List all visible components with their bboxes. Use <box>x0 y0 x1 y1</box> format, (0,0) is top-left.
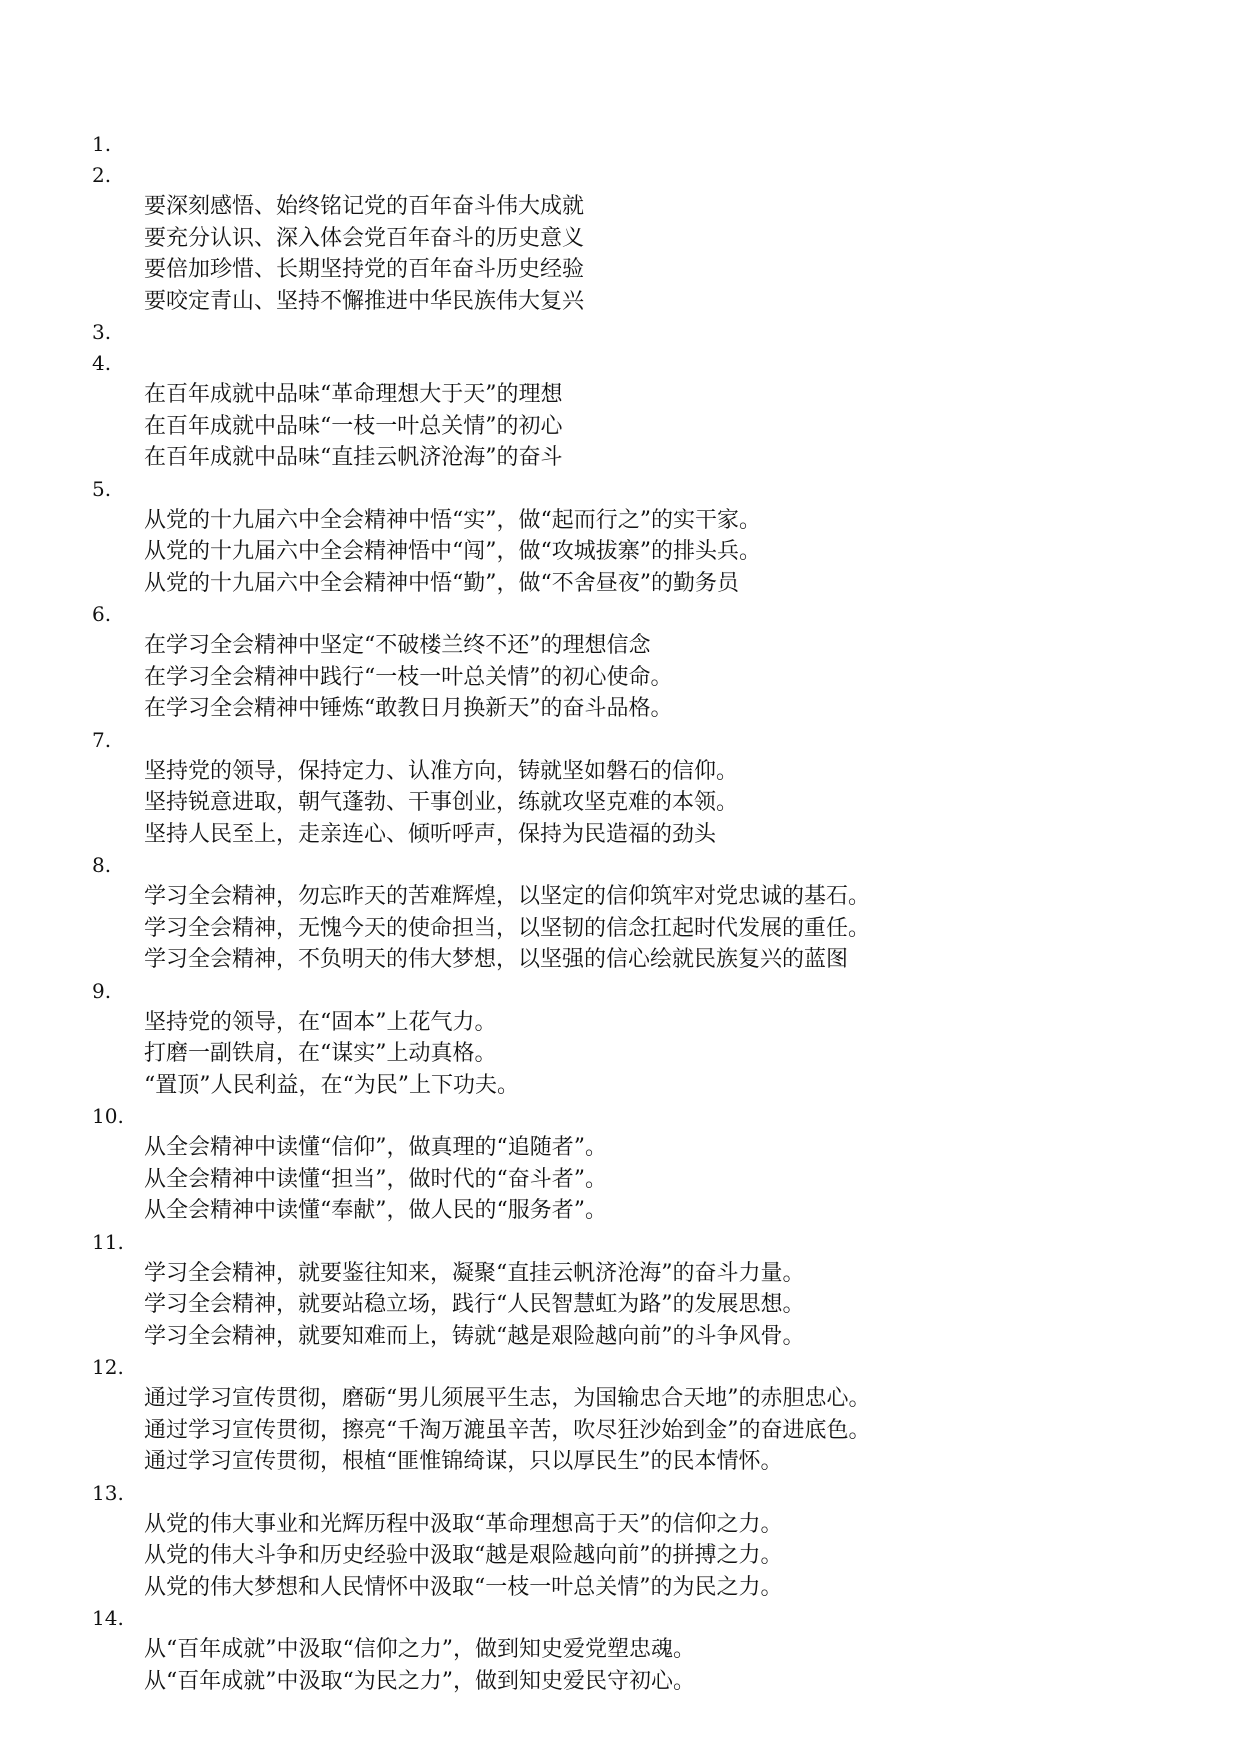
item-line: 学习全会精神，不负明天的伟大梦想，以坚强的信心绘就民族复兴的蓝图 <box>144 947 849 972</box>
item-line: 坚持党的领导，在“固本”上花气力。 <box>144 1009 497 1035</box>
item-line: 从党的十九届六中全会精神中悟“实”，做“起而行之”的实干家。 <box>144 507 761 533</box>
item-number: 8. <box>92 853 112 877</box>
item-number: 7. <box>92 727 112 752</box>
item-number: 9. <box>92 978 112 1003</box>
list-item <box>92 474 1192 600</box>
list-item <box>92 129 1192 160</box>
item-line: 从全会精神中读懂“信仰”，做真理的“追随者”。 <box>144 1135 607 1160</box>
item-line: 在百年成就中品味“直挂云帆济沧海”的奋斗 <box>144 445 563 470</box>
item-line: 从党的伟大梦想和人民情怀中汲取“一枝一叶总关情”的为民之力。 <box>144 1574 783 1600</box>
item-line: 从全会精神中读懂“奉献”，做人民的“服务者”。 <box>144 1198 607 1223</box>
item-line: 坚持党的领导，保持定力、认准方向，铸就坚如磐石的信仰。 <box>144 758 739 784</box>
item-line: 学习全会精神，勿忘昨天的苦难辉煌，以坚定的信仰筑牢对党忠诚的基石。 <box>144 884 871 909</box>
list-item <box>92 1352 1192 1478</box>
item-line: 从党的十九届六中全会精神中悟“勤”，做“不舍昼夜”的勤务员 <box>144 570 739 596</box>
item-number: 12. <box>92 1355 124 1379</box>
item-line: 学习全会精神，就要站稳立场，践行“人民智慧虹为路”的发展思想。 <box>144 1292 805 1317</box>
item-line: 坚持锐意进取，朝气蓬勃、干事创业，练就攻坚克难的本领。 <box>144 790 739 815</box>
item-line: 在学习全会精神中坚定“不破楼兰终不还”的理想信念 <box>144 633 651 658</box>
item-line: 通过学习宣传贯彻，根植“匪惟锦绮谋，只以厚民生”的民本情怀。 <box>144 1449 783 1474</box>
item-number: 4. <box>92 351 112 375</box>
item-line: 打磨一副铁肩，在“谋实”上动真格。 <box>144 1041 497 1066</box>
item-number: 11. <box>92 1229 124 1254</box>
item-line: 坚持人民至上，走亲连心、倾听呼声，保持为民造福的劲头 <box>144 821 717 847</box>
item-number: 6. <box>92 602 112 626</box>
list-item <box>92 1101 1192 1227</box>
item-number: 14. <box>92 1606 124 1630</box>
list-item <box>92 160 1192 317</box>
item-line: 在学习全会精神中践行“一枝一叶总关情”的初心使命。 <box>144 664 673 690</box>
list-item <box>92 317 1192 348</box>
numbered-list <box>92 129 1192 1697</box>
item-line: 学习全会精神，就要知难而上，铸就“越是艰险越向前”的斗争风骨。 <box>144 1323 805 1349</box>
item-line: 通过学习宣传贯彻，擦亮“千淘万漉虽辛苦，吹尽狂沙始到金”的奋进底色。 <box>144 1417 871 1443</box>
item-line: “置顶”人民利益，在“为民”上下功夫。 <box>144 1072 519 1098</box>
item-number: 2. <box>92 163 112 187</box>
list-item <box>92 599 1192 725</box>
item-line: 要咬定青山、坚持不懈推进中华民族伟大复兴 <box>144 288 585 314</box>
item-line: 在学习全会精神中锤炼“敢教日月换新天”的奋斗品格。 <box>144 696 673 721</box>
item-number: 5. <box>92 476 112 501</box>
list-item <box>92 348 1192 474</box>
list-item <box>92 725 1192 851</box>
list-item <box>92 1478 1192 1604</box>
item-line: 从“百年成就”中汲取“信仰之力”，做到知史爱党塑忠魂。 <box>144 1637 695 1662</box>
item-line: 在百年成就中品味“一枝一叶总关情”的初心 <box>144 413 563 439</box>
item-line: 从党的伟大事业和光辉历程中汲取“革命理想高于天”的信仰之力。 <box>144 1511 783 1537</box>
item-number: 10. <box>92 1104 124 1128</box>
item-line: 要倍加珍惜、长期坚持党的百年奋斗历史经验 <box>144 257 585 282</box>
item-number: 1. <box>92 132 112 156</box>
list-item <box>92 850 1192 976</box>
item-line: 通过学习宣传贯彻，磨砺“男儿须展平生志，为国输忠合天地”的赤胆忠心。 <box>144 1386 871 1411</box>
item-line: 从全会精神中读懂“担当”，做时代的“奋斗者”。 <box>144 1166 607 1192</box>
item-number: 3. <box>92 320 112 344</box>
item-line: 学习全会精神，无愧今天的使命担当，以坚韧的信念扛起时代发展的重任。 <box>144 915 871 941</box>
item-line: 要深刻感悟、始终铭记党的百年奋斗伟大成就 <box>144 194 585 219</box>
list-item <box>92 1227 1192 1353</box>
item-line: 从“百年成就”中汲取“为民之力”，做到知史爱民守初心。 <box>144 1668 695 1694</box>
item-line: 从党的伟大斗争和历史经验中汲取“越是艰险越向前”的拼搏之力。 <box>144 1543 783 1568</box>
list-item <box>92 1603 1192 1697</box>
item-line: 在百年成就中品味“革命理想大于天”的理想 <box>144 382 563 407</box>
list-item <box>92 976 1192 1102</box>
item-number: 13. <box>92 1480 124 1505</box>
item-line: 从党的十九届六中全会精神悟中“闯”，做“攻城拔寨”的排头兵。 <box>144 539 761 564</box>
item-line: 学习全会精神，就要鉴往知来，凝聚“直挂云帆济沧海”的奋斗力量。 <box>144 1260 805 1286</box>
item-line: 要充分认识、深入体会党百年奋斗的历史意义 <box>144 225 585 251</box>
